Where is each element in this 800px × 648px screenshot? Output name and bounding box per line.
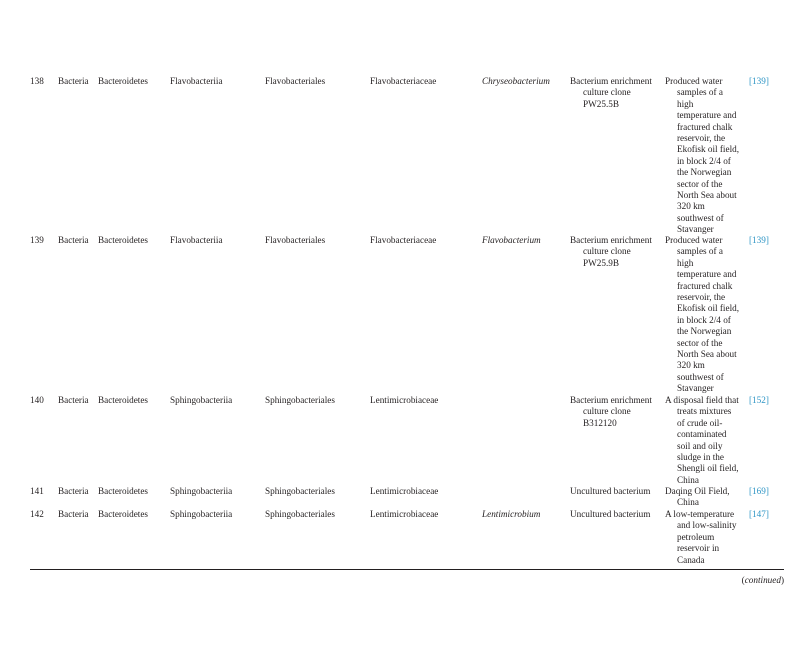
source-line: Stavanger: [677, 224, 714, 235]
reference-link[interactable]: [152]: [749, 395, 769, 405]
domain-cell: Bacteria: [58, 509, 89, 519]
continued-note: (continued): [741, 575, 784, 585]
clone-line: culture clone: [583, 406, 631, 417]
family-cell: Flavobacteriaceae: [370, 76, 437, 86]
class-cell: Flavobacteriia: [170, 76, 223, 86]
class-cell: Flavobacteriia: [170, 235, 223, 245]
clone-cell: [570, 395, 660, 429]
clone-line: Bacterium enrichment: [570, 76, 652, 86]
class-cell: Sphingobacteriia: [170, 395, 233, 405]
clone-line: Bacterium enrichment: [570, 235, 652, 245]
clone-cell: [570, 509, 660, 520]
source-line: high: [677, 98, 694, 109]
family-cell: Lentimicrobiaceae: [370, 509, 439, 519]
reference-cell: [749, 486, 769, 497]
source-line: sector of the: [677, 337, 723, 348]
source-cell: [665, 76, 747, 236]
source-line: temperature and: [677, 110, 737, 121]
family-cell: Lentimicrobiaceae: [370, 486, 439, 496]
reference-cell: [749, 76, 769, 87]
reference-link[interactable]: [139]: [749, 235, 769, 245]
source-line: Daqing Oil Field,: [665, 486, 730, 496]
row-number: 139: [30, 235, 44, 245]
genus-cell: Flavobacterium: [482, 235, 541, 245]
clone-line: Bacterium enrichment: [570, 395, 652, 405]
row-number: 138: [30, 76, 44, 86]
source-line: 320 km: [677, 201, 705, 212]
phylum-cell: Bacteroidetes: [98, 395, 148, 405]
source-line: southwest of: [677, 212, 724, 223]
genus-cell: Chryseobacterium: [482, 76, 550, 86]
source-line: A low-temperature: [665, 509, 735, 519]
source-line: in block 2/4 of: [677, 155, 731, 166]
source-line: treats mixtures: [677, 406, 732, 417]
source-line: China: [677, 474, 699, 485]
source-line: Canada: [677, 554, 705, 565]
clone-line: culture clone: [583, 246, 631, 257]
source-line: the Norwegian: [677, 326, 732, 337]
clone-line: B312120: [583, 417, 617, 428]
source-line: A disposal field that: [665, 395, 739, 405]
source-line: Produced water: [665, 235, 723, 245]
row-number: 142: [30, 509, 44, 519]
clone-line: PW25.5B: [583, 98, 619, 109]
source-line: the Norwegian: [677, 167, 732, 178]
clone-cell: [570, 235, 660, 269]
order-cell: Sphingobacteriales: [265, 395, 335, 405]
reference-cell: [749, 509, 769, 520]
source-line: Shengli oil field,: [677, 463, 739, 474]
reference-cell: [749, 235, 769, 246]
clone-line: Uncultured bacterium: [570, 509, 651, 519]
order-cell: Flavobacteriales: [265, 235, 326, 245]
source-line: 320 km: [677, 360, 705, 371]
domain-cell: Bacteria: [58, 395, 89, 405]
source-line: reservoir in: [677, 543, 720, 554]
source-cell: [665, 235, 747, 395]
source-line: sludge in the: [677, 452, 724, 463]
source-line: contaminated: [677, 429, 727, 440]
class-cell: Sphingobacteriia: [170, 486, 233, 496]
source-line: Produced water: [665, 76, 723, 86]
source-line: in block 2/4 of: [677, 314, 731, 325]
source-line: samples of a: [677, 87, 723, 98]
reference-link[interactable]: [147]: [749, 509, 769, 519]
phylum-cell: Bacteroidetes: [98, 235, 148, 245]
table-bottom-rule: [30, 569, 784, 570]
source-line: petroleum: [677, 531, 715, 542]
source-cell: [665, 395, 747, 486]
family-cell: Flavobacteriaceae: [370, 235, 437, 245]
source-line: high: [677, 257, 694, 268]
domain-cell: Bacteria: [58, 235, 89, 245]
domain-cell: Bacteria: [58, 76, 89, 86]
reference-link[interactable]: [169]: [749, 486, 769, 496]
order-cell: Sphingobacteriales: [265, 486, 335, 496]
clone-cell: [570, 76, 660, 110]
source-line: Stavanger: [677, 383, 714, 394]
reference-link[interactable]: [139]: [749, 76, 769, 86]
order-cell: Sphingobacteriales: [265, 509, 335, 519]
source-line: southwest of: [677, 371, 724, 382]
source-cell: [665, 509, 747, 566]
phylum-cell: Bacteroidetes: [98, 486, 148, 496]
clone-line: Uncultured bacterium: [570, 486, 651, 496]
clone-cell: [570, 486, 660, 497]
source-line: fractured chalk: [677, 280, 733, 291]
source-line: reservoir, the: [677, 133, 726, 144]
clone-line: culture clone: [583, 87, 631, 98]
order-cell: Flavobacteriales: [265, 76, 326, 86]
source-line: sector of the: [677, 178, 723, 189]
phylum-cell: Bacteroidetes: [98, 76, 148, 86]
source-line: Ekofisk oil field,: [677, 303, 740, 314]
source-line: North Sea about: [677, 190, 737, 201]
clone-line: PW25.9B: [583, 257, 619, 268]
source-line: samples of a: [677, 246, 723, 257]
family-cell: Lentimicrobiaceae: [370, 395, 439, 405]
continued-label: continued: [744, 575, 781, 585]
genus-cell: Lentimicrobium: [482, 509, 541, 519]
source-line: North Sea about: [677, 349, 737, 360]
source-line: Ekofisk oil field,: [677, 144, 740, 155]
source-line: and low-salinity: [677, 520, 737, 531]
row-number: 140: [30, 395, 44, 405]
source-line: temperature and: [677, 269, 737, 280]
class-cell: Sphingobacteriia: [170, 509, 233, 519]
source-line: of crude oil-: [677, 417, 723, 428]
source-cell: [665, 486, 747, 509]
reference-cell: [749, 395, 769, 406]
source-line: reservoir, the: [677, 292, 726, 303]
row-number: 141: [30, 486, 44, 496]
domain-cell: Bacteria: [58, 486, 89, 496]
source-line: China: [677, 497, 699, 508]
source-line: fractured chalk: [677, 121, 733, 132]
phylum-cell: Bacteroidetes: [98, 509, 148, 519]
source-line: soil and oily: [677, 440, 723, 451]
